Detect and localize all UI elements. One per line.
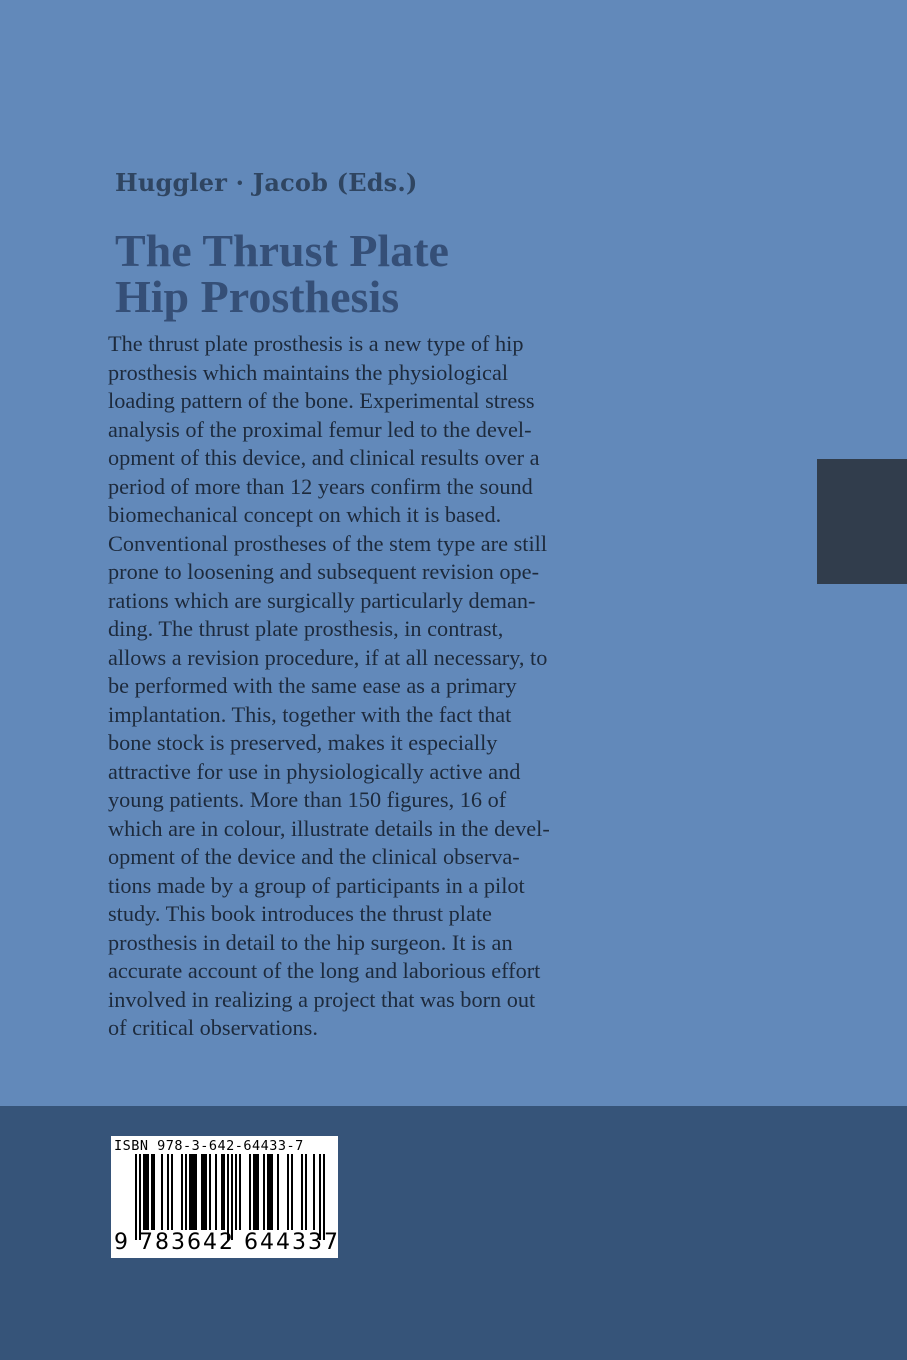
blurb-line: prosthesis which maintains the physiological (108, 359, 509, 385)
barcode-bar (189, 1154, 191, 1230)
blurb-line: prosthesis in detail to the hip surgeon. It is an (108, 929, 513, 955)
barcode-bar (181, 1154, 183, 1230)
barcode-bar (235, 1154, 237, 1230)
blurb-line: ding. The thrust plate prosthesis, in contrast, (108, 616, 504, 641)
blurb-line: biomechanical concept on which it is based. (108, 502, 502, 527)
blurb-line: attractive for use in physiologically active and (108, 758, 521, 784)
barcode-guard-bar (139, 1154, 141, 1240)
blurb-line: Conventional prostheses of the stem type are still (108, 530, 548, 556)
barcode-bar (171, 1154, 173, 1230)
blurb-line: prone to loosening and subsequent revision ope- (108, 559, 539, 584)
barcode-bar (255, 1154, 257, 1230)
blurb-line: of critical observations. (108, 1015, 318, 1040)
barcode-bar (257, 1154, 259, 1230)
blurb-line: period of more than 12 years confirm the sound (108, 473, 533, 499)
isbn-label: ISBN 978-3-642-64433-7 (114, 1138, 304, 1154)
barcode-bar (267, 1154, 269, 1230)
barcode-bar (239, 1154, 241, 1230)
blurb-line: opment of the device and the clinical observa- (108, 844, 520, 869)
barcode-bar (301, 1154, 303, 1230)
barcode-bar (191, 1154, 193, 1230)
barcode-bar (253, 1154, 255, 1230)
barcode-bar (209, 1154, 211, 1230)
barcode-bar (263, 1154, 265, 1230)
barcode-bar (271, 1154, 273, 1230)
barcode-bar (291, 1154, 293, 1230)
barcode-bar (167, 1154, 169, 1230)
isbn-barcode (111, 1136, 338, 1258)
blurb-line: involved in realizing a project that was born out (108, 986, 536, 1012)
barcode-bar (287, 1154, 289, 1230)
barcode-bar (195, 1154, 197, 1230)
barcode-bar (205, 1154, 207, 1230)
blurb-line: young patients. More than 150 figures, 16 of (108, 787, 507, 812)
barcode-bar (201, 1154, 203, 1230)
spine-color-block (817, 459, 907, 584)
blurb-line: analysis of the proximal femur led to the devel- (108, 416, 532, 442)
title-line-2: Hip Prosthesis (115, 271, 400, 322)
blurb-line: accurate account of the long and laborious effort (108, 958, 541, 983)
barcode-bar (193, 1154, 195, 1230)
barcode-guard-bar (319, 1154, 321, 1240)
blurb-line: study. This book introduces the thrust plate (108, 901, 492, 926)
blurb-line: which are in colour, illustrate details in the devel- (108, 815, 550, 841)
blurb-line: loading pattern of the bone. Experimental stress (108, 388, 535, 413)
blurb-line: The thrust plate prosthesis is a new type of hip (108, 331, 524, 356)
barcode-guard-bar (231, 1154, 233, 1240)
barcode-guard-bar (323, 1154, 325, 1240)
blurb-line: opment of this device, and clinical results over a (108, 445, 540, 470)
barcode-bar (305, 1154, 307, 1230)
barcode-bar (221, 1154, 223, 1230)
barcode-bar (223, 1154, 225, 1230)
blurb-line: implantation. This, together with the fact that (108, 701, 512, 727)
barcode-bar (143, 1154, 145, 1230)
blurb-line: rations which are surgically particularly deman- (108, 587, 536, 613)
book-title (115, 225, 449, 322)
blurb-line: tions made by a group of participants in a pilot (108, 872, 525, 898)
barcode-guard-bar (227, 1154, 229, 1240)
blurb-line: be performed with the same ease as a primary (108, 673, 517, 698)
blurb-line: bone stock is preserved, makes it especially (108, 730, 498, 755)
barcode-bar (151, 1154, 153, 1230)
ean-digits: 9 783642 644337 (114, 1230, 340, 1255)
barcode-bar (147, 1154, 149, 1230)
barcode-bar (185, 1154, 187, 1230)
editors-line: Huggler · Jacob (Eds.) (115, 168, 418, 197)
barcode-bar (203, 1154, 205, 1230)
barcode-bar (161, 1154, 163, 1230)
barcode-guard-bar (135, 1154, 137, 1240)
title-line-1: The Thrust Plate (115, 225, 449, 276)
barcode-bar (269, 1154, 271, 1230)
barcode-bar (313, 1154, 315, 1230)
barcode-bar (249, 1154, 251, 1230)
barcode-bar (153, 1154, 155, 1230)
blurb-text (108, 330, 598, 1043)
blurb-line: allows a revision procedure, if at all necessary, to (108, 644, 548, 670)
barcode-bar (277, 1154, 279, 1230)
barcode-bar (215, 1154, 217, 1230)
barcode-bar (145, 1154, 147, 1230)
